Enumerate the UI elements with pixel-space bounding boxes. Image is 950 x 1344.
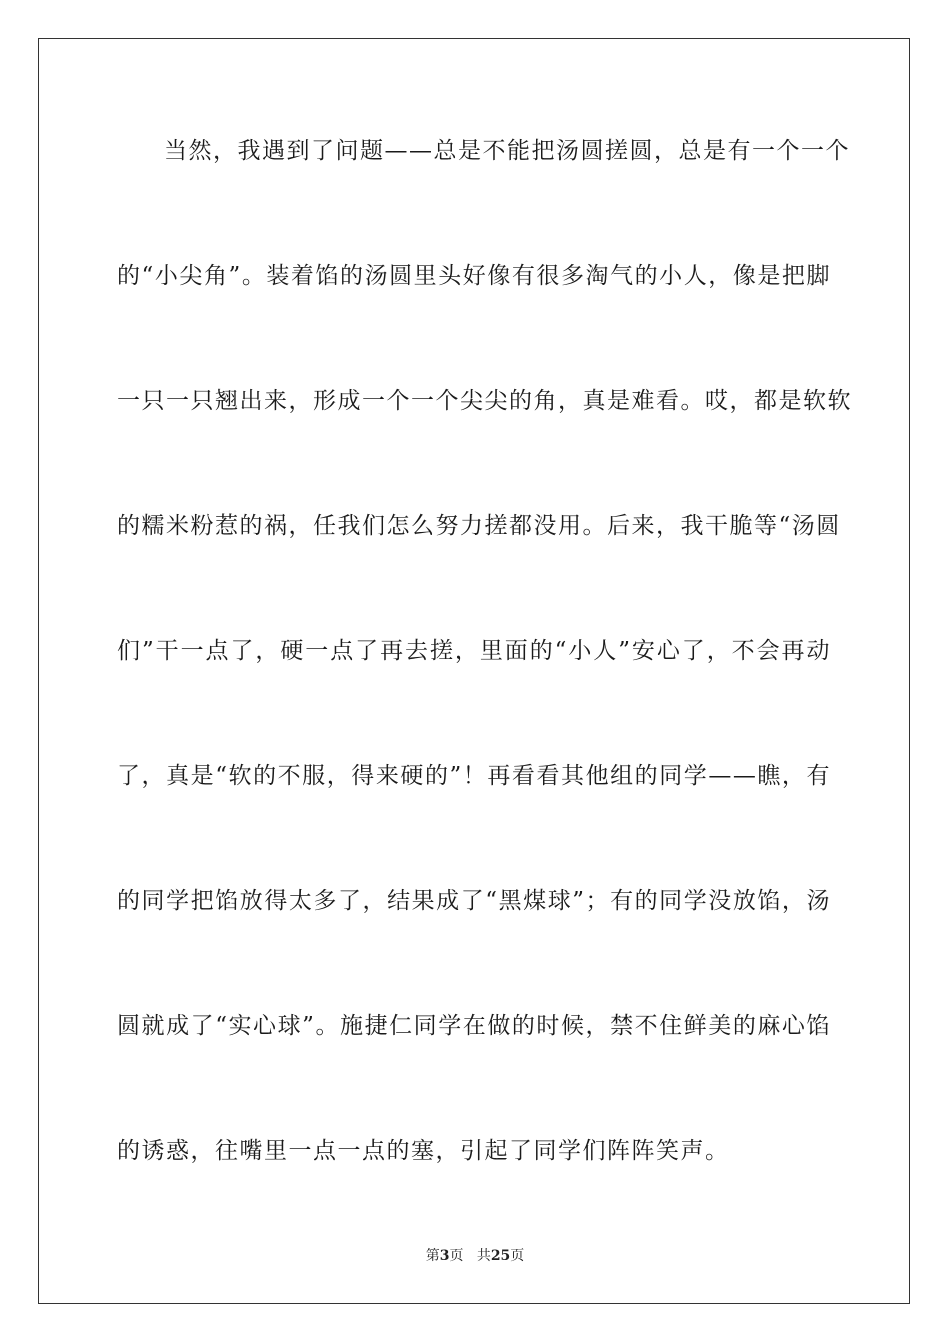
total-pages-indicator	[477, 1248, 524, 1264]
text-line: 了，真是“软的不服，得来硬的”！再看看其他组的同学——瞧，有	[117, 763, 831, 789]
text-line: 们”干一点了，硬一点了再去搓，里面的“小人”安心了，不会再动	[117, 638, 831, 664]
text-line: 的“小尖角”。装着馅的汤圆里头好像有很多淘气的小人，像是把脚	[117, 263, 831, 289]
page-prefix: 第	[425, 1248, 440, 1264]
page-number: 3	[439, 1248, 450, 1264]
total-pages: 25	[490, 1248, 511, 1264]
page-suffix: 页	[449, 1248, 464, 1264]
total-prefix: 共	[476, 1248, 491, 1264]
text-line: 圆就成了“实心球”。施捷仁同学在做的时候，禁不住鲜美的麻心馅	[117, 1013, 831, 1039]
page-border	[38, 38, 910, 1304]
text-line: 的糯米粉惹的祸，任我们怎么努力搓都没用。后来，我干脆等“汤圆	[117, 513, 841, 539]
text-line-last: 的诱惑，往嘴里一点一点的塞，引起了同学们阵阵笑声。	[117, 1138, 730, 1164]
text-line: 一只一只翘出来，形成一个一个尖尖的角，真是难看。哎，都是软软	[117, 388, 852, 414]
page-footer	[0, 1247, 950, 1265]
text-line: 当然，我遇到了问题——总是不能把汤圆搓圆，总是有一个一个	[164, 138, 850, 164]
text-line: 的同学把馅放得太多了，结果成了“黑煤球”；有的同学没放馅，汤	[117, 888, 831, 914]
total-suffix: 页	[510, 1248, 525, 1264]
page-indicator	[426, 1248, 464, 1264]
